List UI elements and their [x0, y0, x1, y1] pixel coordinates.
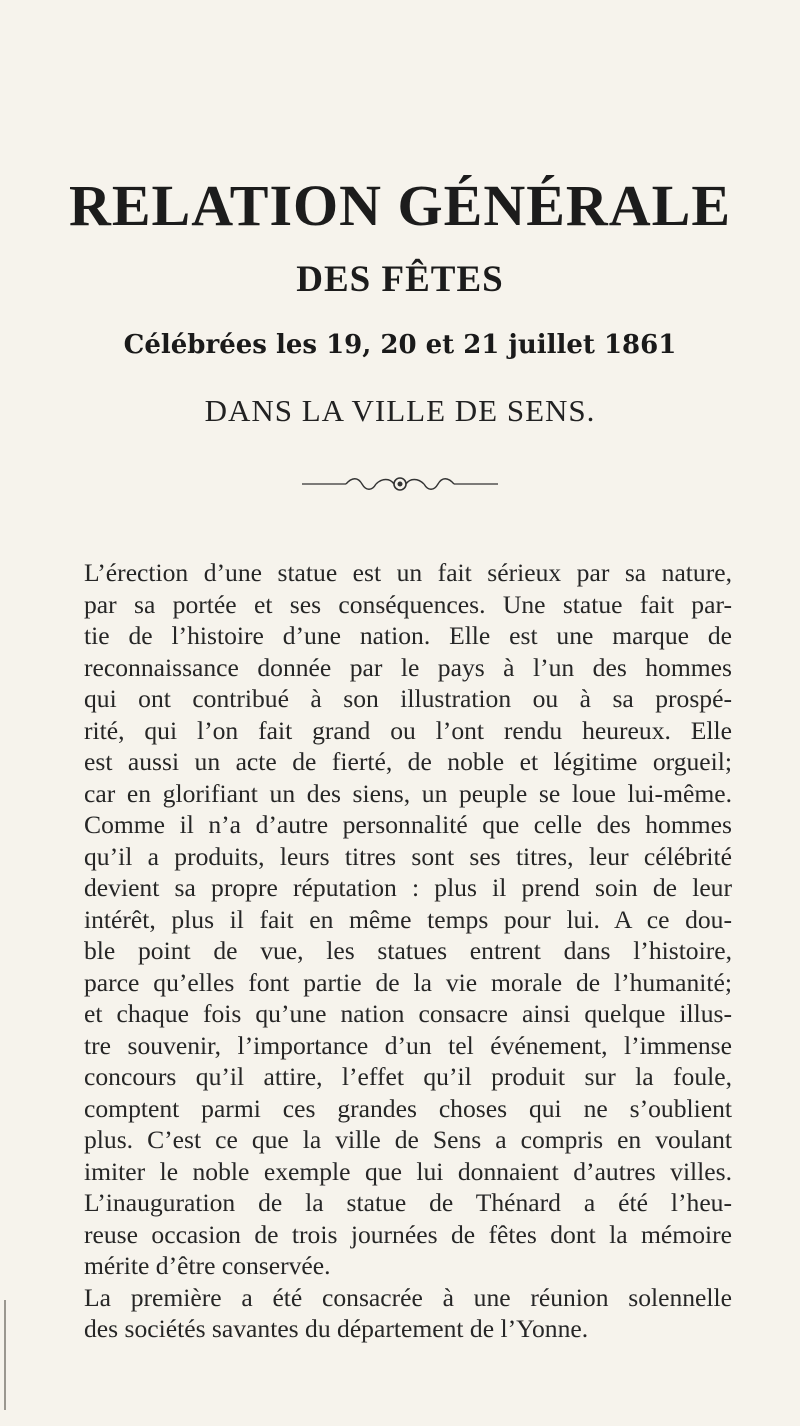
text-line: imiter le noble exemple que lui donnaient d’autres villes. [84, 1156, 732, 1186]
text-line: L’érection d’une statue est un fait sérieux par sa nature, [84, 558, 732, 587]
sub-title: DES FÊTES [296, 259, 504, 300]
text-line: par sa portée et ses conséquences. Une statue fait par- [84, 589, 732, 619]
text-line: plus. C’est ce que la ville de Sens a compris en voulant [84, 1125, 732, 1154]
text-line: intérêt, plus il fait en même temps pour lui. A ce dou- [84, 904, 732, 934]
dates-line: Célébrées les 19, 20 et 21 juillet 1861 [123, 330, 677, 360]
text-line: car en glorifiant un des siens, un peuple se loue lui-même. [84, 778, 732, 808]
text-line: parce qu’elles font partie de la vie morale de l’humanité; [84, 967, 732, 997]
text-line: L’inauguration de la statue de Thénard a été l’heu- [84, 1188, 732, 1217]
text-line: ble point de vue, les statues entrent dans l’histoire, [84, 936, 732, 965]
text-line: devient sa propre réputation : plus il prend soin de leur [84, 873, 732, 902]
body-paragraphs [84, 557, 732, 1345]
text-line: et chaque fois qu’une nation consacre ainsi quelque illus- [84, 999, 732, 1028]
text-line: qu’il a produits, leurs titres sont ses titres, leur célébrité [84, 841, 732, 871]
text-line: La première a été consacrée à une réunion solennelle [84, 1282, 732, 1312]
text-line: est aussi un acte de fierté, de noble et légitime orgueil; [84, 747, 732, 776]
text-line: qui ont contribué à son illustration ou à sa prospé- [84, 684, 732, 713]
main-title: RELATION GÉNÉRALE [68, 173, 732, 238]
text-line: comptent parmi ces grandes choses qui ne s’oublient [84, 1093, 732, 1123]
text-line: tie de l’histoire d’une nation. Elle est une marque de [84, 621, 732, 650]
text-line: rité, qui l’on fait grand ou l’ont rendu heureux. Elle [84, 715, 732, 745]
text-line: reconnaissance donnée par le pays à l’un des hommes [84, 652, 732, 682]
text-line: concours qu’il attire, l’effet qu’il produit sur la foule, [84, 1062, 732, 1091]
text-line: des sociétés savantes du département de l’Yonne. [84, 1314, 589, 1343]
binding-edge-mark [4, 1300, 6, 1410]
place-line: DANS LA VILLE DE SENS. [204, 393, 596, 428]
text-line: mérite d’être conservée. [84, 1251, 331, 1280]
text-line: reuse occasion de trois journées de fêtes dont la mémoire [84, 1219, 732, 1249]
text-line: tre souvenir, l’importance d’un tel événement, l’immense [84, 1030, 732, 1060]
decorative-rule-icon [302, 474, 498, 494]
text-line: Comme il n’a d’autre personnalité que celle des hommes [84, 810, 732, 839]
